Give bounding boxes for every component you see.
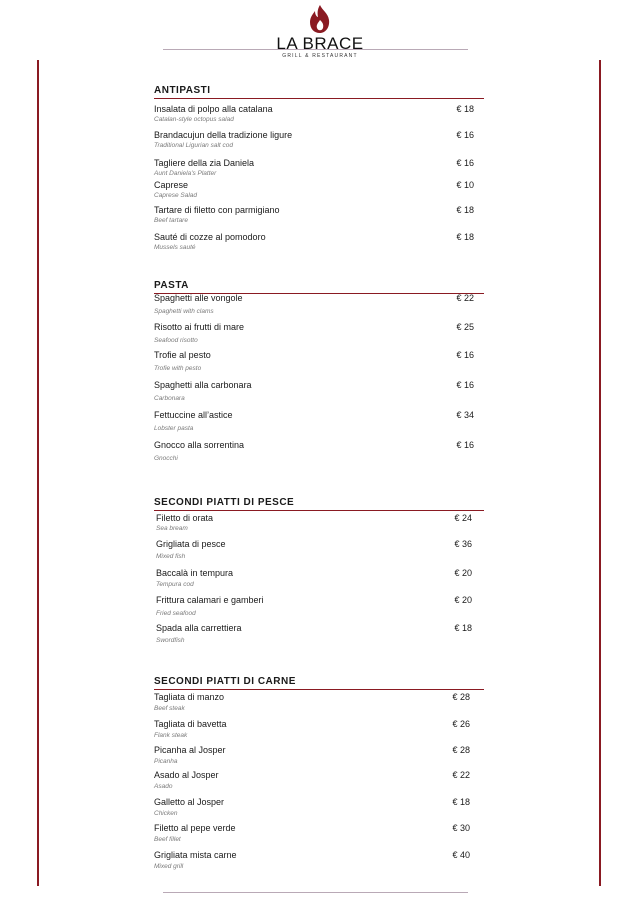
menu-item — [154, 179, 474, 200]
item-name: Grigliata mista carne — [154, 850, 237, 860]
item-translation: Chicken — [154, 810, 178, 817]
menu-item — [154, 718, 470, 740]
item-price: € 20 — [454, 595, 472, 605]
item-price: € 10 — [456, 180, 474, 190]
item-translation: Spaghetti with clams — [154, 308, 214, 315]
section-rule — [154, 510, 484, 511]
section-rule — [154, 98, 484, 99]
right-border — [599, 60, 601, 886]
item-translation: Picanha — [154, 758, 178, 765]
item-name: Spaghetti alle vongole — [154, 293, 243, 303]
item-price: € 28 — [452, 692, 470, 702]
item-price: € 22 — [452, 770, 470, 780]
item-name: Tartare di filetto con parmigiano — [154, 205, 280, 215]
menu-item — [154, 231, 474, 252]
item-price: € 28 — [452, 745, 470, 755]
item-name: Filetto al pepe verde — [154, 823, 236, 833]
section-title: SECONDI PIATTI DI PESCE — [154, 497, 295, 508]
item-translation: Catalan-style octopus salad — [154, 116, 234, 123]
brand-tagline: GRILL & RESTAURANT — [282, 53, 358, 59]
section-title: PASTA — [154, 280, 189, 291]
footer-divider — [163, 892, 468, 893]
item-name: Brandacujun della tradizione ligure — [154, 130, 293, 140]
menu-item — [154, 439, 474, 463]
section-carne — [154, 675, 484, 870]
item-translation: Caprese Salad — [154, 192, 197, 199]
menu-item — [154, 379, 474, 403]
item-name: Fettuccine all’astice — [154, 410, 233, 420]
item-translation: Lobster pasta — [154, 425, 194, 432]
item-translation: Beef tartare — [154, 217, 188, 224]
menu-item — [154, 292, 474, 316]
item-price: € 34 — [456, 410, 474, 420]
menu-item — [154, 822, 470, 844]
menu-item — [154, 103, 474, 124]
item-price: € 18 — [456, 104, 474, 114]
item-translation: Trofie with pesto — [154, 365, 202, 372]
item-translation: Beef steak — [154, 705, 185, 712]
item-translation: Mussels sauté — [154, 244, 196, 251]
item-price: € 18 — [456, 232, 474, 242]
item-name: Trofie al pesto — [154, 350, 211, 360]
item-name: Tagliata di bavetta — [154, 719, 227, 729]
item-price: € 22 — [456, 293, 474, 303]
item-price: € 30 — [452, 823, 470, 833]
section-pasta — [154, 279, 484, 462]
item-name: Filetto di orata — [156, 513, 214, 523]
item-price: € 36 — [454, 539, 472, 549]
item-translation: Flank steak — [154, 732, 188, 739]
section-pesce — [154, 496, 484, 644]
item-name: Tagliere della zia Daniela — [154, 158, 255, 168]
left-border — [37, 60, 39, 886]
item-translation: Swordfish — [156, 637, 185, 644]
item-name: Spada alla carrettiera — [156, 623, 242, 633]
menu-item — [154, 849, 470, 871]
item-name: Gnocco alla sorrentina — [154, 440, 245, 450]
item-name: Tagliata di manzo — [154, 692, 225, 702]
item-name: Galletto al Josper — [154, 797, 225, 807]
item-translation: Aunt Daniela's Platter — [154, 170, 217, 177]
item-name: Grigliata di pesce — [156, 539, 226, 549]
item-price: € 16 — [456, 158, 474, 168]
menu-item — [154, 769, 470, 791]
menu-item — [154, 129, 474, 150]
logo — [250, 4, 390, 59]
section-title: SECONDI PIATTI DI CARNE — [154, 676, 296, 687]
item-price: € 20 — [454, 568, 472, 578]
item-name: Risotto ai frutti di mare — [154, 322, 245, 332]
item-name: Insalata di polpo alla catalana — [154, 104, 273, 114]
item-price: € 16 — [456, 130, 474, 140]
flame-icon — [307, 4, 333, 34]
item-name: Baccalà in tempura — [156, 568, 234, 578]
menu-item — [154, 796, 470, 818]
item-name: Sauté di cozze al pomodoro — [154, 232, 266, 242]
item-price: € 18 — [452, 797, 470, 807]
menu-item — [154, 204, 474, 225]
menu-item — [154, 744, 470, 766]
item-price: € 18 — [454, 623, 472, 633]
item-translation: Asado — [154, 783, 173, 790]
menu-item — [154, 157, 474, 178]
item-translation: Fried seafood — [156, 610, 196, 617]
item-price: € 16 — [456, 380, 474, 390]
menu-item — [156, 622, 472, 645]
item-translation: Tempura cod — [156, 581, 194, 588]
item-translation: Mixed fish — [156, 553, 186, 560]
item-translation: Traditional Ligurian salt cod — [154, 142, 234, 149]
item-name: Spaghetti alla carbonara — [154, 380, 252, 390]
menu-item — [154, 349, 474, 373]
item-translation: Seafood risotto — [154, 337, 198, 344]
item-translation: Beef fillet — [154, 836, 181, 843]
section-rule — [154, 689, 484, 690]
item-translation: Gnocchi — [154, 455, 178, 462]
menu-item — [154, 321, 474, 345]
item-name: Frittura calamari e gamberi — [156, 595, 264, 605]
menu-item — [154, 691, 470, 713]
menu-item — [156, 538, 472, 561]
item-price: € 18 — [456, 205, 474, 215]
section-antipasti — [154, 84, 484, 251]
brand-name: LA BRACE — [276, 34, 364, 53]
menu-item — [156, 512, 472, 533]
item-translation: Mixed grill — [154, 863, 184, 870]
item-translation: Sea bream — [156, 525, 188, 532]
item-name: Picanha al Josper — [154, 745, 226, 755]
item-price: € 24 — [454, 513, 472, 523]
menu-item — [154, 409, 474, 433]
item-price: € 40 — [452, 850, 470, 860]
item-translation: Carbonara — [154, 395, 185, 402]
section-title: ANTIPASTI — [154, 85, 211, 96]
item-price: € 26 — [452, 719, 470, 729]
item-price: € 25 — [456, 322, 474, 332]
menu-item — [156, 594, 472, 618]
item-name: Caprese — [154, 180, 189, 190]
item-price: € 16 — [456, 350, 474, 360]
menu-item — [156, 567, 472, 589]
item-name: Asado al Josper — [154, 770, 219, 780]
item-price: € 16 — [456, 440, 474, 450]
